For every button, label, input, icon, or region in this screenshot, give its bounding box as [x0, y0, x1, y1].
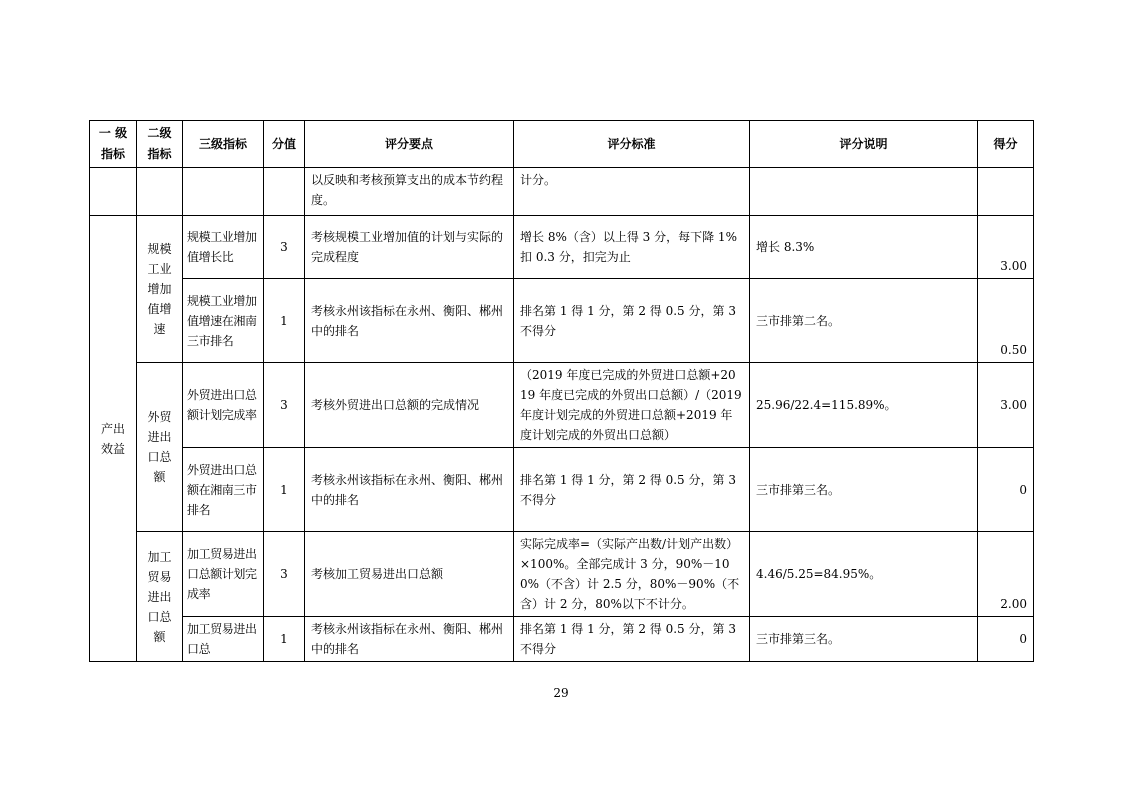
key-points-cell: 考核外贸进出口总额的完成情况 — [305, 363, 514, 448]
table-row — [90, 216, 1034, 279]
key-points-cell: 考核永州该指标在永州、衡阳、郴州中的排名 — [305, 617, 514, 662]
criteria-cell: 计分。 — [514, 168, 750, 216]
criteria-cell: 排名第 1 得 1 分，第 2 得 0.5 分，第 3 不得分 — [514, 448, 750, 532]
key-points-cell: 考核规模工业增加值的计划与实际的完成程度 — [305, 216, 514, 279]
level2-cell-empty — [137, 168, 183, 216]
level2-processing-trade: 加工贸易进出口总额 — [137, 532, 183, 662]
level3-cell — [183, 168, 264, 216]
level3-cell: 外贸进出口总额在湘南三市排名 — [183, 448, 264, 532]
criteria-cell: 排名第 1 得 1 分，第 2 得 0.5 分，第 3 不得分 — [514, 617, 750, 662]
level1-output-benefit: 产出效益 — [90, 216, 137, 662]
table-row — [90, 617, 1034, 662]
page-number: 29 — [553, 686, 569, 700]
score-cell — [978, 168, 1034, 216]
evaluation-table — [89, 120, 1034, 662]
level3-cell: 加工贸易进出口总额计划完成率 — [183, 532, 264, 617]
value-cell: 1 — [264, 617, 305, 662]
score-cell: 0 — [978, 448, 1034, 532]
explanation-cell: 三市排第二名。 — [750, 279, 978, 363]
key-points-cell: 考核永州该指标在永州、衡阳、郴州中的排名 — [305, 279, 514, 363]
value-cell: 1 — [264, 279, 305, 363]
table-row — [90, 448, 1034, 532]
header-criteria: 评分标准 — [514, 121, 750, 168]
key-points-cell: 以反映和考核预算支出的成本节约程度。 — [305, 168, 514, 216]
level2-foreign-trade: 外贸进出口总额 — [137, 363, 183, 532]
explanation-cell: 增长 8.3% — [750, 216, 978, 279]
table-row — [90, 168, 1034, 216]
explanation-cell: 三市排第三名。 — [750, 448, 978, 532]
key-points-cell: 考核加工贸易进出口总额 — [305, 532, 514, 617]
score-cell: 0.50 — [978, 279, 1034, 363]
level3-cell: 规模工业增加值增长比 — [183, 216, 264, 279]
score-cell: 2.00 — [978, 532, 1034, 617]
value-cell: 1 — [264, 448, 305, 532]
score-cell: 3.00 — [978, 363, 1034, 448]
criteria-cell: （2019 年度已完成的外贸进口总额+2019 年度已完成的外贸出口总额）/（2019 年度计划完成的外贸进口总额+2019 年度计划完成的外贸出口总额） — [514, 363, 750, 448]
header-row — [90, 121, 1034, 168]
header-explanation: 评分说明 — [750, 121, 978, 168]
score-cell: 0 — [978, 617, 1034, 662]
value-cell: 3 — [264, 216, 305, 279]
level3-cell: 外贸进出口总额计划完成率 — [183, 363, 264, 448]
value-cell — [264, 168, 305, 216]
criteria-cell: 实际完成率=（实际产出数/计划产出数）×100%。全部完成计 3 分，90%－100%（不含）计 2.5 分，80%－90%（不含）计 2 分，80%以下不计分。 — [514, 532, 750, 617]
score-cell: 3.00 — [978, 216, 1034, 279]
header-level3: 三级指标 — [183, 121, 264, 168]
explanation-cell: 4.46/5.25=84.95%。 — [750, 532, 978, 617]
table-row — [90, 279, 1034, 363]
header-score: 得分 — [978, 121, 1034, 168]
header-level2: 二级指标 — [137, 121, 183, 168]
value-cell: 3 — [264, 532, 305, 617]
header-level1: 一 级指标 — [90, 121, 137, 168]
value-cell: 3 — [264, 363, 305, 448]
header-score-value: 分值 — [264, 121, 305, 168]
level1-cell-empty — [90, 168, 137, 216]
level3-cell: 规模工业增加值增速在湘南三市排名 — [183, 279, 264, 363]
header-key-points: 评分要点 — [305, 121, 514, 168]
key-points-cell: 考核永州该指标在永州、衡阳、郴州中的排名 — [305, 448, 514, 532]
level2-industry-growth: 规模工业增加值增速 — [137, 216, 183, 363]
table-row — [90, 532, 1034, 617]
explanation-cell: 三市排第三名。 — [750, 617, 978, 662]
explanation-cell — [750, 168, 978, 216]
criteria-cell: 排名第 1 得 1 分，第 2 得 0.5 分，第 3 不得分 — [514, 279, 750, 363]
level3-cell: 加工贸易进出口总 — [183, 617, 264, 662]
table-row — [90, 363, 1034, 448]
criteria-cell: 增长 8%（含）以上得 3 分，每下降 1%扣 0.3 分，扣完为止 — [514, 216, 750, 279]
explanation-cell: 25.96/22.4=115.89%。 — [750, 363, 978, 448]
